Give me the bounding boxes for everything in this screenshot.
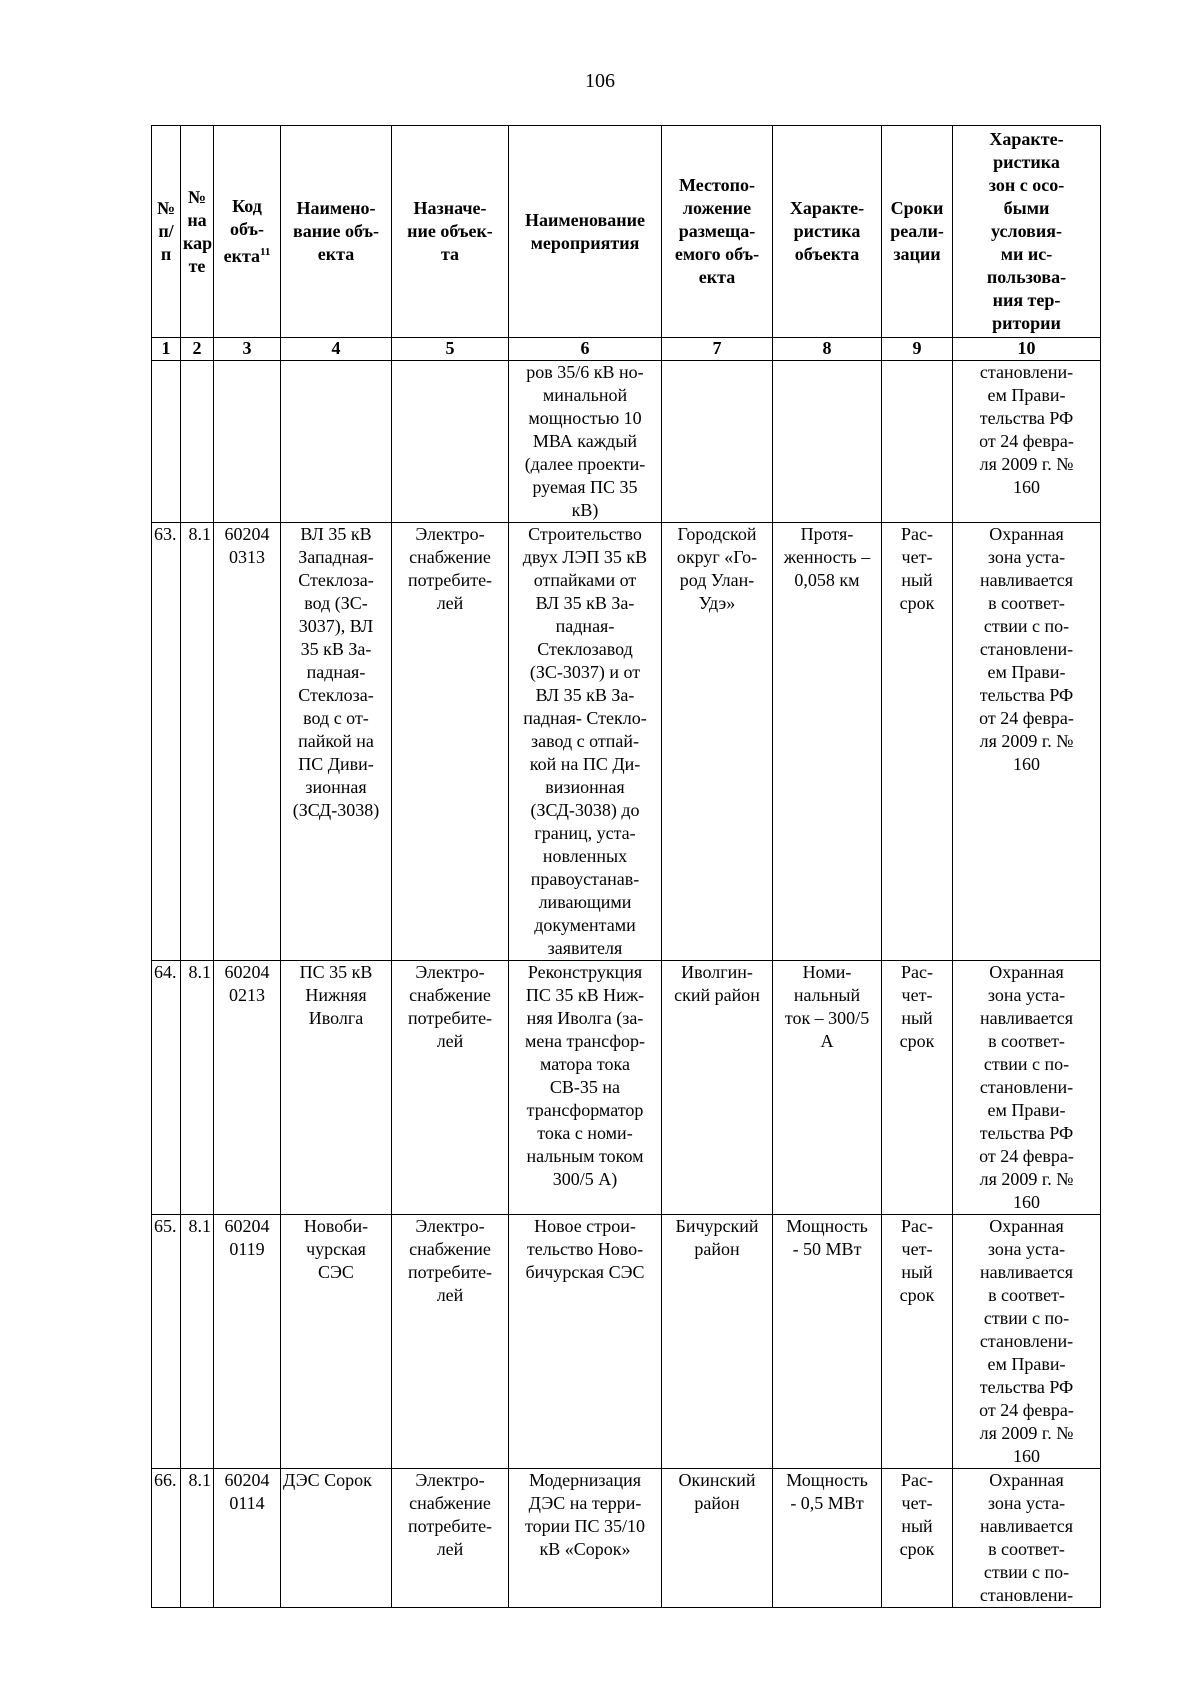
table-cell: 60204 0313 [214, 523, 281, 961]
page-number: 106 [585, 70, 615, 92]
table-row [152, 1469, 1101, 1608]
table-row [152, 1215, 1101, 1469]
table-cell: ДЭС Сорок [281, 1469, 392, 1608]
header-cell: Характе- ристика объекта [773, 126, 882, 338]
table-cell: Протя- женность – 0,058 км [773, 523, 882, 961]
table-cell: Охранная зона уста- навливается в соответ- ствии с по- становлени- ем Прави- тельства РФ от 24 февра- ля 2009 г. № 160 [953, 523, 1101, 961]
objects-table [151, 125, 1101, 1608]
table-cell: Рас- чет- ный срок [882, 1469, 953, 1608]
table-cell [281, 361, 392, 523]
table-cell: 8.1 [181, 1469, 214, 1608]
table-cell: 8.1 [181, 523, 214, 961]
table-cell: 8.1 [181, 1215, 214, 1469]
table-cell: Электро- снабжение потребите- лей [392, 1469, 509, 1608]
table-cell: 60204 0114 [214, 1469, 281, 1608]
table-cell: Охранная зона уста- навливается в соответ- ствии с по- становлени- ем Прави- тельства РФ от 24 февра- ля 2009 г. № 160 [953, 1215, 1101, 1469]
table-cell [773, 361, 882, 523]
table-row [152, 961, 1101, 1215]
table-cell: 64. [152, 961, 181, 1215]
table-cell [882, 361, 953, 523]
column-number: 3 [214, 338, 281, 361]
table-cell: 63. [152, 523, 181, 961]
table-cell: Бичурский район [662, 1215, 773, 1469]
table-cell: Охранная зона уста- навливается в соответ- ствии с по- становлени- [953, 1469, 1101, 1608]
table-cell: Рас- чет- ный срок [882, 961, 953, 1215]
table-cell: Новоби- чурская СЭС [281, 1215, 392, 1469]
header-cell: Наимено- вание объ- екта [281, 126, 392, 338]
column-number: 4 [281, 338, 392, 361]
table-cell: 65. [152, 1215, 181, 1469]
column-number: 6 [509, 338, 662, 361]
table-cell: Мощность - 50 МВт [773, 1215, 882, 1469]
header-cell: Характе- ристика зон с осо- быми условия- ми ис- пользова- ния тер- ритории [953, 126, 1101, 338]
table-cell: Реконструкция ПС 35 кВ Ниж- няя Иволга (за- мена трансфор- матора тока СВ-35 на трансформатор тока с номи- нальным током 300/5 А) [509, 961, 662, 1215]
header-row [152, 126, 1101, 338]
column-number-row [152, 338, 1101, 361]
table-cell: Мощность - 0,5 МВт [773, 1469, 882, 1608]
table-cell [662, 361, 773, 523]
table-cell [152, 361, 181, 523]
header-cell: Назначе- ние объек- та [392, 126, 509, 338]
table-cell: 66. [152, 1469, 181, 1608]
table-cell: Электро- снабжение потребите- лей [392, 961, 509, 1215]
header-cell: Местопо- ложение размеща- емого объ- екта [662, 126, 773, 338]
table-cell [214, 361, 281, 523]
table-row [152, 361, 1101, 523]
table-cell: Строительство двух ЛЭП 35 кВ отпайками от ВЛ 35 кВ За- падная- Стеклозавод (ЗС-3037) и от ВЛ 35 кВ За- падная- Стекло- завод с отпай- кой на ПС Ди- визионная (ЗСД-3038) до границ, уста- новленных правоустанав- ливающими документами заявителя [509, 523, 662, 961]
table-cell: ПС 35 кВ Нижняя Иволга [281, 961, 392, 1215]
footnote-ref: 11 [260, 246, 271, 258]
header-cell: № на кар те [181, 126, 214, 338]
table-cell: 60204 0119 [214, 1215, 281, 1469]
table-cell: Иволгин- ский район [662, 961, 773, 1215]
column-number: 9 [882, 338, 953, 361]
column-number: 1 [152, 338, 181, 361]
table-cell [392, 361, 509, 523]
table-cell: Рас- чет- ный срок [882, 1215, 953, 1469]
column-number: 8 [773, 338, 882, 361]
table-cell: Рас- чет- ный срок [882, 523, 953, 961]
header-cell: Наименование мероприятия [509, 126, 662, 338]
column-number: 5 [392, 338, 509, 361]
table-cell: Электро- снабжение потребите- лей [392, 523, 509, 961]
table-row [152, 523, 1101, 961]
column-number: 10 [953, 338, 1101, 361]
table-cell: становлени- ем Прави- тельства РФ от 24 февра- ля 2009 г. № 160 [953, 361, 1101, 523]
table-cell: 8.1 [181, 961, 214, 1215]
header-cell: Сроки реали- зации [882, 126, 953, 338]
table-cell: Окинский район [662, 1469, 773, 1608]
table-cell: Городской округ «Го- род Улан- Удэ» [662, 523, 773, 961]
table-cell: Электро- снабжение потребите- лей [392, 1215, 509, 1469]
table-cell: 60204 0213 [214, 961, 281, 1215]
table-cell: Охранная зона уста- навливается в соответ- ствии с по- становлени- ем Прави- тельства РФ от 24 февра- ля 2009 г. № 160 [953, 961, 1101, 1215]
table-cell: Модернизация ДЭС на терри- тории ПС 35/10 кВ «Сорок» [509, 1469, 662, 1608]
header-cell: № п/ п [152, 126, 181, 338]
column-number: 7 [662, 338, 773, 361]
header-cell: Код объ- екта$^{11}$ [214, 126, 281, 338]
table-cell [181, 361, 214, 523]
table-cell: Новое строи- тельство Ново- бичурская СЭС [509, 1215, 662, 1469]
table-cell: ров 35/6 кВ но- минальной мощностью 10 МВА каждый (далее проекти- руемая ПС 35 кВ) [509, 361, 662, 523]
table-cell: ВЛ 35 кВ Западная- Стеклоза- вод (ЗС- 3037), ВЛ 35 кВ За- падная- Стеклоза- вод с от- пайкой на ПС Диви- зионная (ЗСД-3038) [281, 523, 392, 961]
table-cell: Номи- нальный ток – 300/5 А [773, 961, 882, 1215]
column-number: 2 [181, 338, 214, 361]
